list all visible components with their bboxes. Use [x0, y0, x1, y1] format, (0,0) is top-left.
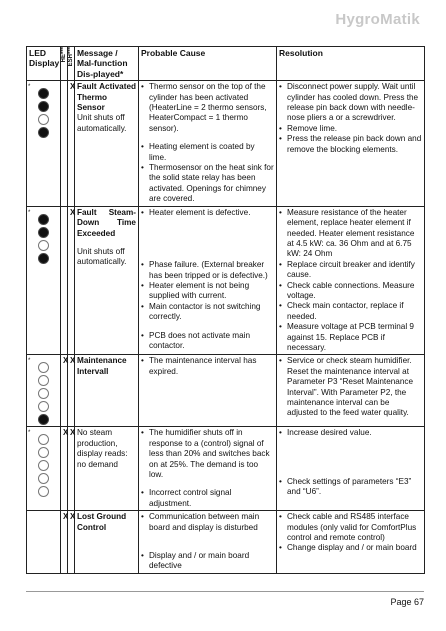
led-display-cell [27, 81, 61, 206]
cause-item: • PCB does not activate main contactor. [149, 331, 274, 352]
header-he: HE*** [61, 47, 67, 63]
led-flashing-icon [38, 414, 49, 425]
header-message: Message / Mal-function Dis-played* [75, 47, 139, 81]
cause-item: • Communication between main board and display is disturbed [149, 512, 274, 533]
table-row [27, 511, 425, 574]
led-display-cell [27, 511, 61, 574]
led-off-icon [38, 114, 49, 125]
message-text: Unit shuts off automatically. [77, 246, 127, 267]
esh-cell: X [68, 81, 75, 206]
resolution-item: • Replace circuit breaker and identify cause. [287, 260, 422, 281]
resolution-item: • Disconnect power supply. Wait until cylinder has cooled down. Press the release pin back down with needle-nose pliers a or a screwdriver. [287, 82, 422, 124]
cause-item: • Main contactor is not switching correctly. [149, 302, 274, 323]
resolution-item: • Check cable and RS485 interface modules (only valid for ComfortPlus control and remote control) [287, 512, 422, 543]
led-display-cell [27, 206, 61, 355]
esh-cell: X [68, 511, 75, 574]
brand-name: HygroMatik [335, 11, 420, 28]
message-title: Fault Steam-Down Time Exceeded [77, 207, 136, 238]
cause-item: • Display and / or main board defective [149, 551, 274, 572]
led-off-icon [38, 473, 49, 484]
resolution-item: • Change display and / or main board [287, 543, 422, 553]
led-on-icon [38, 253, 49, 264]
led-off-icon [38, 447, 49, 458]
troubleshooting-table [26, 46, 425, 574]
table-header-row [27, 47, 425, 81]
he-cell [61, 206, 68, 355]
star-marker: * [28, 209, 31, 216]
resolution-item: • Measure resistance of the heater element, replace heater element if needed. Heater element resistance at 4.5 kW: ca. 36 Ohm and at 6.75 kW: 24 Ohm [287, 208, 422, 260]
header-esh: ESH*** [68, 47, 74, 67]
esh-cell: X [68, 427, 75, 511]
header-resolution: Resolution [277, 47, 425, 81]
resolution-item: • Service or check steam humidifier. Reset the maintenance interval at Parameter P3 “Reset Maintenance Interval”. With Parameter P2, the maintenance interval can be adjusted to the feed water quality. [287, 356, 422, 418]
led-on-icon [38, 127, 49, 138]
cause-item: • The maintenance interval has expired. [149, 356, 274, 377]
cause-item: • Incorrect control signal adjustment. [149, 488, 274, 509]
led-off-icon [38, 362, 49, 373]
header-led: LED Display [27, 47, 61, 81]
cause-item: • Heating element is coated by lime. [149, 142, 274, 163]
table-row [27, 81, 425, 206]
message-title: Lost Ground Control [77, 512, 127, 532]
led-flashing-icon [38, 214, 49, 225]
star-marker: * [28, 358, 31, 365]
he-cell: X [61, 427, 68, 511]
cause-item: • Thermosensor on the heat sink for the solid state relay has been activated. Openings for chimney are covered. [149, 163, 274, 205]
resolution-item: • Press the release pin back down and remove the blocking elements. [287, 134, 422, 155]
resolution-item: • Check settings of parameters “E3” and “U6”. [287, 477, 422, 498]
resolution-item: • Check main contactor, replace if needed. [287, 301, 422, 322]
resolution-item: • Remove lime. [287, 124, 422, 134]
led-off-icon [38, 388, 49, 399]
led-flashing-icon [38, 88, 49, 99]
cause-item: • Thermo sensor on the top of the cylinder has been activated (HeaterLine = 2 thermo sensors, HeaterCompact = 1 thermo sensor). [149, 82, 274, 134]
cause-item: • Heater element is defective. [149, 208, 274, 218]
led-off-icon [38, 375, 49, 386]
message-title: Fault Activated Thermo Sensor [77, 82, 136, 113]
table-row [27, 355, 425, 427]
led-off-icon [38, 240, 49, 251]
led-display-cell [27, 427, 61, 511]
esh-cell: X [68, 355, 75, 427]
footer-divider [26, 591, 424, 592]
cause-item: • Heater element is not being supplied with current. [149, 281, 274, 302]
led-display-cell [27, 355, 61, 427]
header-cause: Probable Cause [139, 47, 277, 81]
he-cell: X [61, 511, 68, 574]
message-title: Maintenance Intervall [77, 356, 127, 376]
message-text: No steam production, display reads: no demand [77, 428, 128, 469]
resolution-item: • Increase desired value. [287, 428, 422, 438]
led-off-icon [38, 486, 49, 497]
he-cell: X [61, 355, 68, 427]
led-flashing-icon [38, 101, 49, 112]
table-row [27, 206, 425, 355]
star-marker: * [28, 84, 31, 91]
message-text: Unit shuts off automatically. [77, 113, 127, 133]
cause-item: • The humidifier shuts off in response to a (control) signal of less than 20% and switches back on at 25%. The demand is too low. [149, 428, 274, 480]
he-cell [61, 81, 68, 206]
esh-cell: X [68, 206, 75, 355]
led-off-icon [38, 401, 49, 412]
resolution-item: • Check cable connections. Measure voltage. [287, 281, 422, 302]
led-off-icon [38, 460, 49, 471]
table-row [27, 427, 425, 511]
star-marker: * [28, 430, 31, 437]
brand-logo [335, 11, 420, 28]
led-off-icon [38, 434, 49, 445]
page-number: Page 67 [390, 597, 424, 607]
led-flashing-icon [38, 227, 49, 238]
cause-item: • Phase failure. (External breaker has been tripped or is defective.) [149, 260, 274, 281]
resolution-item: • Measure voltage at PCB terminal 9 against 15. Replace PCB if necessary. [287, 322, 422, 353]
